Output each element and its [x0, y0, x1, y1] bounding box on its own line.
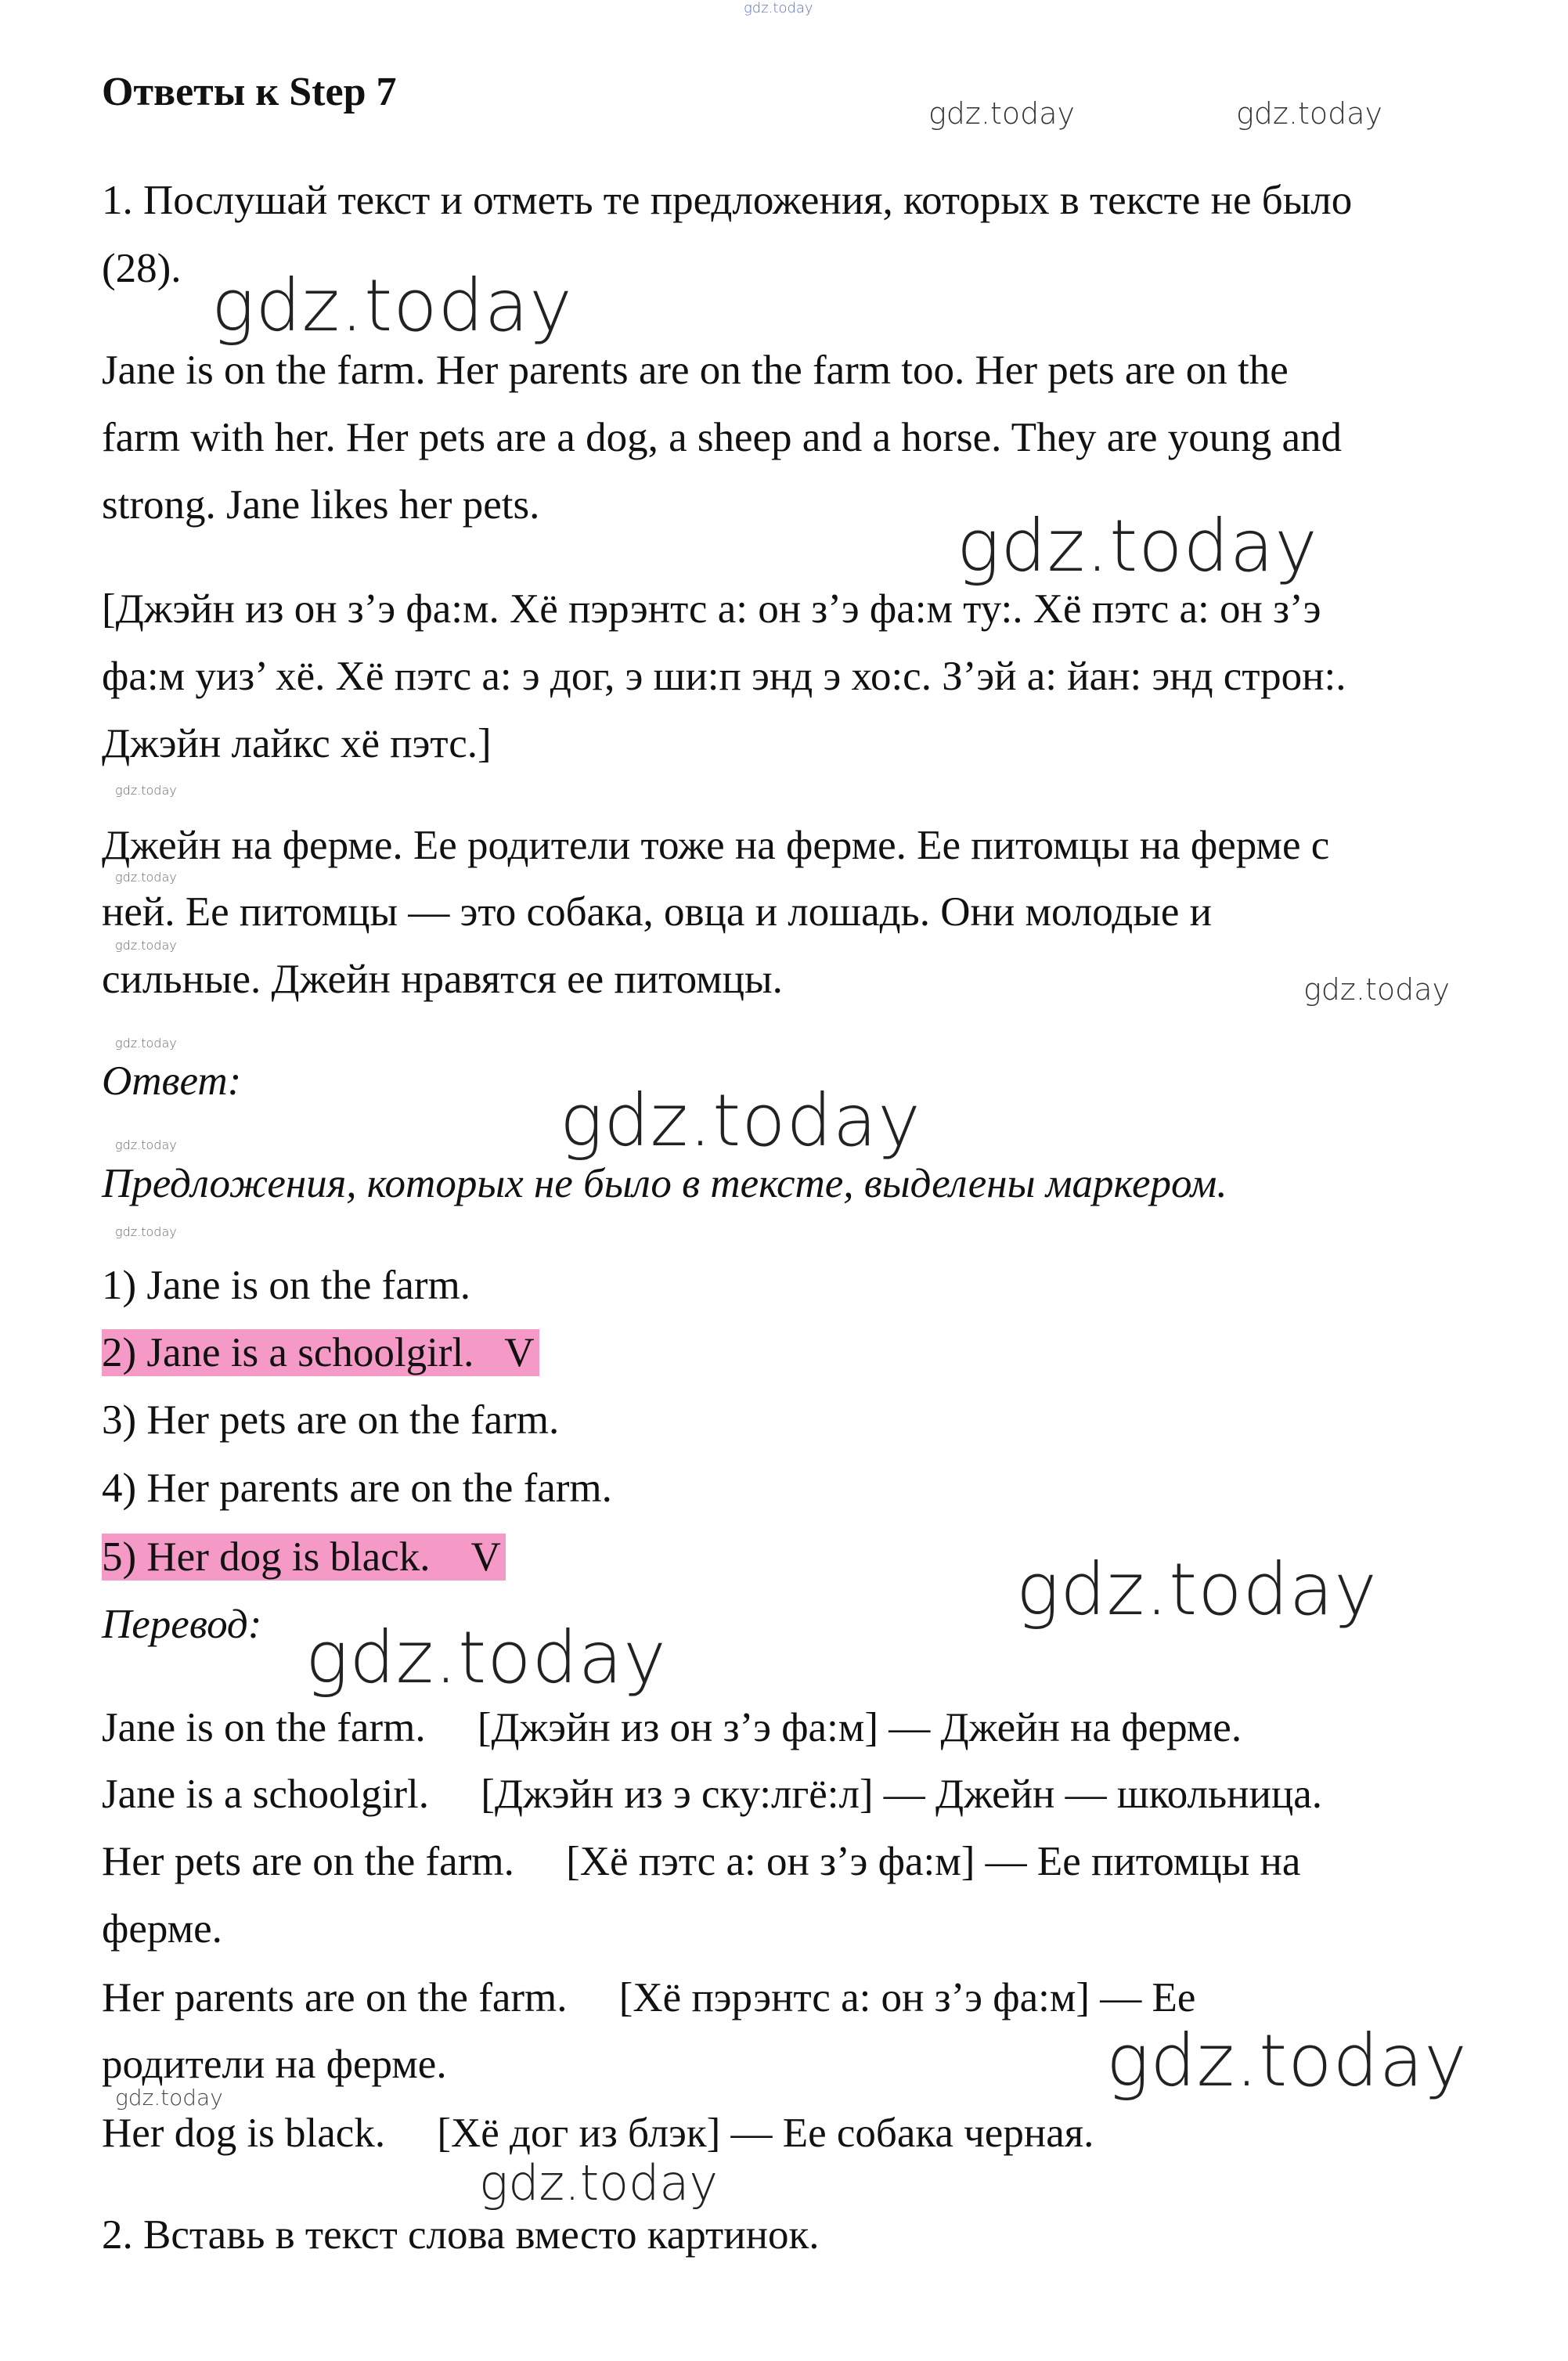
russian-text-line: ней. Ее питомцы — это собака, овца и лошадь. Они молодые и: [102, 889, 1212, 935]
english-text-line: farm with her. Her pets are a dog, a sheep and a horse. They are young and: [102, 415, 1343, 460]
watermark: gdz.today: [211, 264, 573, 348]
translation-line: ферме.: [102, 1906, 222, 1952]
answer-option: 4) Her parents are on the farm.: [102, 1465, 612, 1511]
watermark: gdz.today: [1303, 972, 1450, 1007]
translation-line: Her dog is black. [Хё дог из блэк] — Ее собака черная.: [102, 2110, 1094, 2156]
watermark: gdz.today: [115, 1224, 177, 1239]
watermark: gdz.today: [1106, 2019, 1468, 2103]
russian-text-line: Джейн на ферме. Ее родители тоже на ферме. Ее питомцы на ферме с: [102, 823, 1330, 868]
answer-label: Ответ:: [102, 1058, 242, 1104]
watermark: gdz.today: [560, 1079, 921, 1162]
translation-line: родители на ферме.: [102, 2042, 447, 2087]
translation-line: Jane is on the farm. [Джэйн из он з’э фа:м] — Джейн на ферме.: [102, 1705, 1242, 1750]
transcription-line: [Джэйн из он з’э фа:м. Хё пэрэнтс а: он з’э фа:м ту:. Хё пэтс а: он з’э: [102, 586, 1321, 632]
task1-instruction-page: (28).: [102, 246, 182, 291]
page-title: Ответы к Step 7: [102, 70, 397, 114]
watermark: gdz.today: [1236, 96, 1382, 131]
watermark: gdz.today: [115, 783, 177, 798]
watermark: gdz.today: [115, 1137, 177, 1152]
transcription-line: Джэйн лайкс хё пэтс.]: [102, 721, 492, 766]
transcription-line: фа:м уиз’ хё. Хё пэтс а: э дог, э ши:п энд э хо:с. З’эй а: йан: энд строн:.: [102, 654, 1346, 699]
watermark: gdz.today: [479, 2154, 719, 2211]
watermark: gdz.today: [928, 96, 1075, 131]
watermark: gdz.today: [115, 938, 177, 953]
task1-instruction: 1. Послушай текст и отметь те предложения, которых в тексте не было: [102, 178, 1353, 223]
answer-option: 1) Jane is on the farm.: [102, 1263, 470, 1308]
english-text-line: Jane is on the farm. Her parents are on the farm too. Her pets are on the: [102, 348, 1289, 393]
watermark: gdz.today: [744, 0, 813, 16]
translation-label: Перевод:: [102, 1602, 262, 1647]
watermark: gdz.today: [1016, 1548, 1378, 1631]
answer-option-highlighted: 2) Jane is a schoolgirl. V: [102, 1329, 539, 1376]
translation-line: Jane is a schoolgirl. [Джэйн из э ску:лгё:л] — Джейн — школьница.: [102, 1772, 1323, 1817]
watermark: gdz.today: [305, 1616, 667, 1700]
answer-option-highlighted: 5) Her dog is black. V: [102, 1534, 506, 1581]
task2-instruction: 2. Вставь в текст слова вместо картинок.: [102, 2212, 820, 2258]
translation-line: Her pets are on the farm. [Хё пэтс а: он з’э фа:м] — Ее питомцы на: [102, 1839, 1301, 1884]
watermark: gdz.today: [957, 504, 1318, 588]
russian-text-line: сильные. Джейн нравятся ее питомцы.: [102, 957, 783, 1002]
answer-note: Предложения, которых не было в тексте, выделены маркером.: [102, 1161, 1227, 1206]
english-text-line: strong. Jane likes her pets.: [102, 482, 540, 528]
answer-option: 3) Her pets are on the farm.: [102, 1397, 560, 1443]
watermark: gdz.today: [115, 1036, 177, 1051]
translation-line: Her parents are on the farm. [Хё пэрэнтс а: он з’э фа:м] — Ее: [102, 1975, 1196, 2020]
watermark: gdz.today: [115, 2085, 223, 2110]
watermark: gdz.today: [115, 870, 177, 885]
